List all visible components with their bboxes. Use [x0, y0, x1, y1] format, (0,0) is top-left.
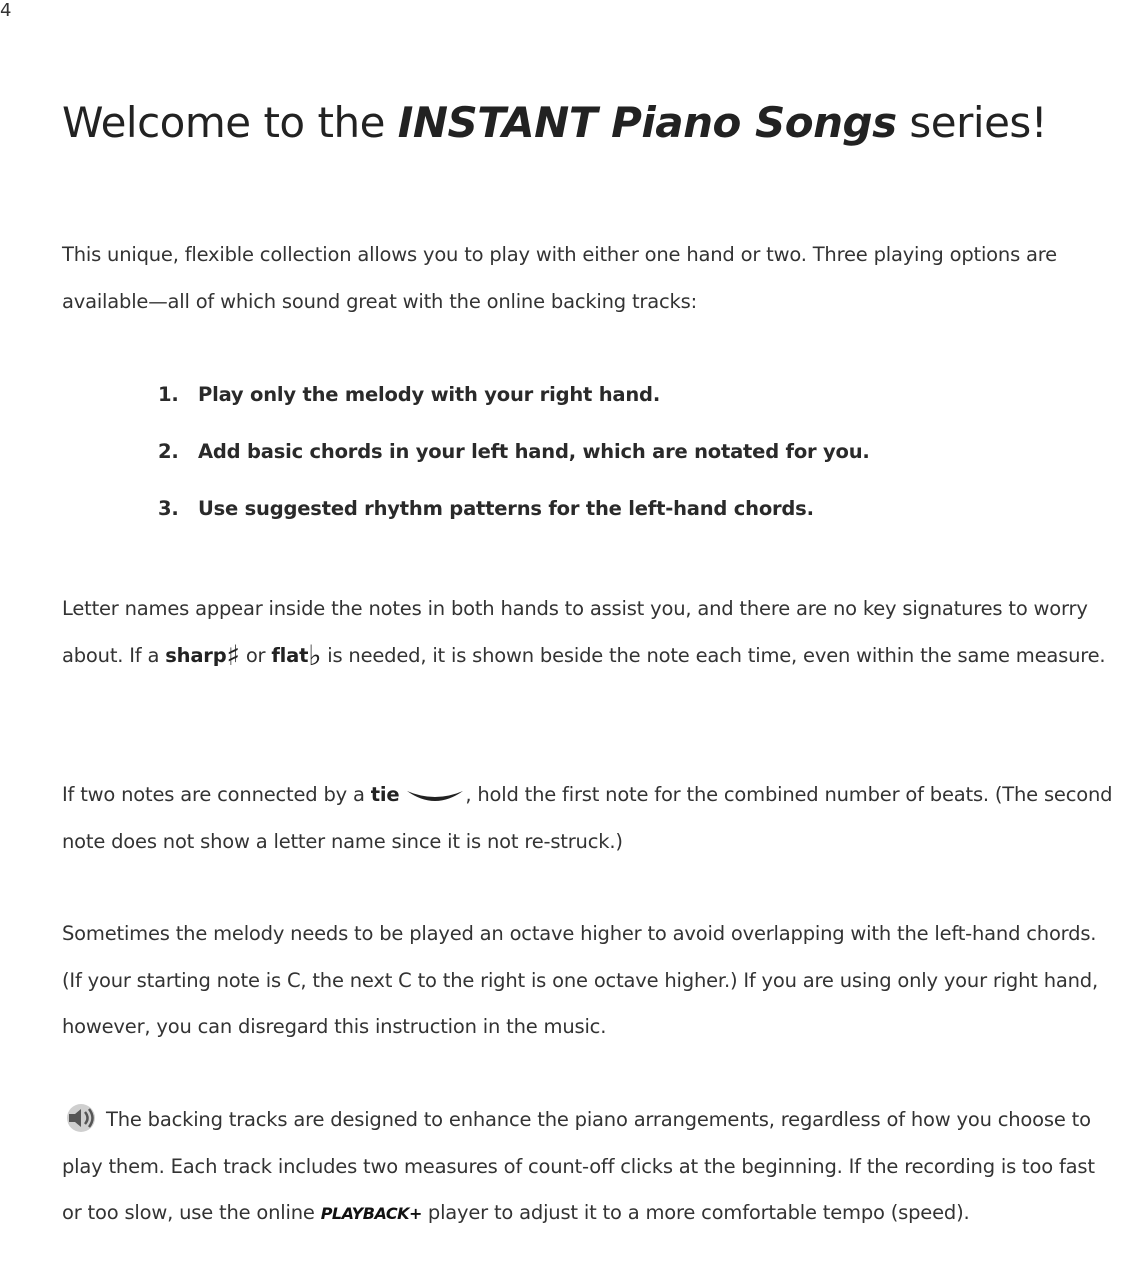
letter-names-text-1: Letter names appear inside the notes in both hands to assist you, and there are no key signatures to worry about. If a	[62, 597, 1088, 667]
backing-text-2: player to adjust it to a more comfortable tempo (speed).	[421, 1201, 970, 1224]
playing-options-list	[158, 372, 870, 543]
flat-label: flat	[271, 643, 309, 667]
octave-paragraph: Sometimes the melody needs to be played an octave higher to avoid overlapping with the left-hand chords. (If your starting note is C, the next C to the right is one octave higher.) If you are using only your right hand, however, you can disregard this instruction in the music.	[62, 922, 1098, 1038]
tie-label: tie	[370, 783, 400, 806]
list-item-text: Play only the melody with your right hand.	[198, 383, 661, 406]
tie-paragraph	[62, 772, 1114, 865]
list-item-number: 3.	[158, 497, 179, 520]
list-item-number: 2.	[158, 440, 179, 463]
list-item-number: 1.	[158, 383, 179, 406]
list-item	[158, 486, 870, 543]
letter-names-text-2: is needed, it is shown beside the note each time, even within the same measure.	[321, 643, 1106, 667]
tie-text-2: , hold the first note for the combined number of beats. (The second note does not show a letter name since it is not re-struck.)	[62, 783, 1113, 853]
list-item	[158, 372, 870, 429]
page-title	[62, 98, 1047, 147]
intro-paragraph: This unique, flexible collection allows you to play with either one hand or two. Three playing options are available—all of which sound great with the online backing tracks:	[62, 243, 1057, 313]
tie-symbol-icon	[405, 787, 465, 805]
letter-names-paragraph	[62, 586, 1114, 679]
backing-tracks-paragraph	[62, 1097, 1114, 1238]
title-series-name: INSTANT Piano Songs	[397, 98, 897, 147]
or-text: or	[239, 643, 272, 667]
backing-text-1: The backing tracks are designed to enhance the piano arrangements, regardless of how you choose to play them. Each track includes two measures of count-off clicks at the beginning. If the recording is too fast or too slow, use the online	[62, 1108, 1095, 1224]
list-item-text: Use suggested rhythm patterns for the left-hand chords.	[198, 497, 814, 520]
list-item	[158, 429, 870, 486]
page-number: 4	[0, 0, 12, 21]
audio-speaker-icon	[62, 1103, 100, 1133]
list-item-text: Add basic chords in your left hand, which are notated for you.	[198, 440, 870, 463]
tie-text-1: If two notes are connected by a	[62, 783, 371, 806]
title-prefix: Welcome to the	[62, 98, 398, 147]
title-suffix: series!	[896, 98, 1048, 147]
sharp-symbol-icon: ♯	[226, 638, 240, 672]
playback-plus-logo: PLAYBACK+	[320, 1204, 422, 1223]
flat-symbol-icon: ♭	[308, 638, 322, 672]
sharp-label: sharp	[165, 643, 227, 667]
